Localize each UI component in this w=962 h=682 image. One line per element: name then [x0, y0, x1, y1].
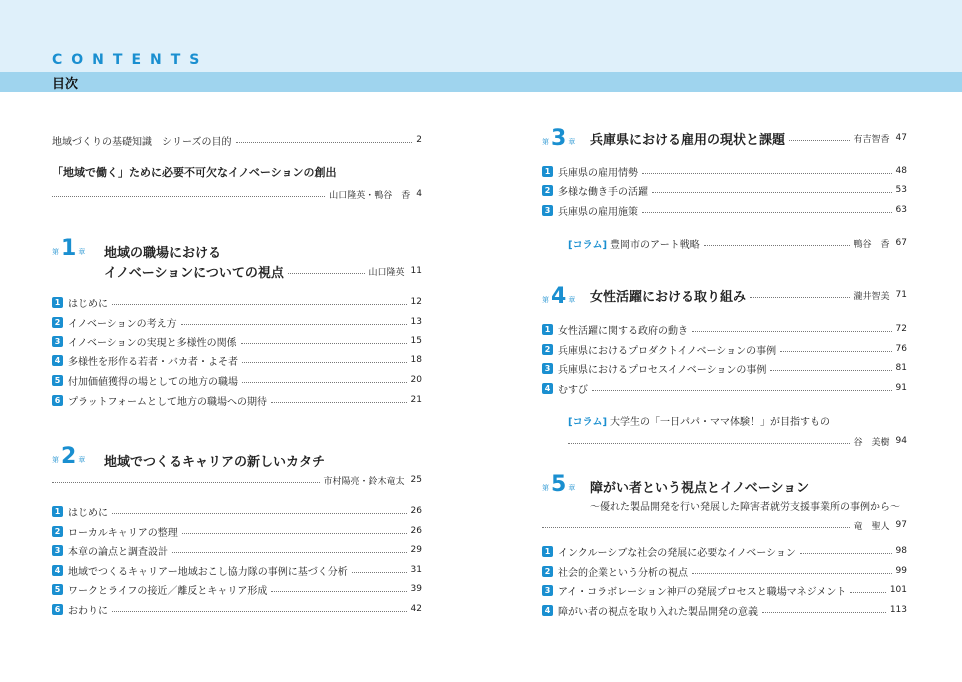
leader-dots — [241, 343, 407, 344]
section-title: ワークとライフの接近／離反とキャリア形成 — [68, 585, 268, 597]
chapter-4-badge — [542, 286, 575, 308]
toc-entry-intro-2-author — [52, 187, 422, 201]
chapter-5-author-line — [542, 518, 907, 532]
leader-dots — [112, 611, 407, 612]
toc-section[interactable] — [542, 203, 907, 217]
section-number: 6 — [52, 604, 63, 615]
leader-dots — [542, 527, 850, 528]
chapter-1-title-line1[interactable]: 地域の職場における — [104, 246, 222, 261]
section-number: 1 — [542, 166, 553, 177]
leader-dots — [750, 297, 850, 298]
leader-dots — [652, 192, 892, 193]
section-title: ローカルキャリアの整理 — [68, 527, 178, 539]
page-number: 76 — [895, 344, 907, 354]
toc-section[interactable] — [542, 583, 907, 597]
chapter-number: 4 — [551, 284, 567, 309]
chapter-subtitle: ～優れた製品開発を行い発展した障害者就労支援事業所の事例から～ — [590, 501, 900, 513]
toc-section[interactable] — [52, 373, 422, 387]
toc-section[interactable] — [542, 342, 907, 356]
section-number: 1 — [52, 297, 63, 308]
leader-dots — [642, 212, 892, 213]
section-number: 3 — [542, 585, 553, 596]
page-number: 39 — [410, 584, 422, 594]
page-number: 99 — [895, 566, 907, 576]
toc-section[interactable] — [542, 564, 907, 578]
section-title: インクルーシブな社会の発展に必要なイノベーション — [558, 547, 796, 559]
section-number: 3 — [542, 205, 553, 216]
chapter-2-title[interactable]: 地域でつくるキャリアの新しいカタチ — [104, 455, 326, 470]
chapter-prefix: 第 — [52, 456, 59, 464]
chapter-number: 1 — [61, 236, 77, 261]
toc-section[interactable] — [542, 322, 907, 336]
page-number: 15 — [410, 336, 422, 346]
chapter-suffix: 章 — [568, 138, 576, 146]
leader-dots — [352, 572, 407, 573]
page-number: 2 — [416, 135, 422, 145]
toc-section[interactable] — [542, 544, 907, 558]
entry-title: 女性活躍における取り組み — [590, 289, 747, 305]
page-number: 91 — [895, 383, 907, 393]
leader-dots — [780, 351, 891, 352]
author: 市村陽亮・鈴木竜太 — [323, 476, 405, 487]
chapter-number: 3 — [551, 126, 567, 151]
section-title: アイ・コラボレーション神戸の発展プロセスと職場マネジメント — [558, 586, 847, 598]
leader-dots — [242, 362, 407, 363]
leader-dots — [182, 533, 407, 534]
section-title: はじめに — [68, 298, 108, 310]
toc-section[interactable] — [52, 315, 422, 329]
section-number: 4 — [52, 355, 63, 366]
chapter-5-subtitle — [590, 498, 907, 512]
mokuji-heading: 目次 — [52, 77, 79, 92]
author: 有吉智香 — [853, 134, 890, 145]
leader-dots — [692, 573, 892, 574]
leader-dots — [800, 553, 892, 554]
toc-section[interactable] — [542, 361, 907, 375]
section-title: 兵庫県の雇用情勢 — [558, 167, 638, 179]
section-number: 1 — [52, 506, 63, 517]
section-number: 3 — [52, 545, 63, 556]
section-title: 社会的企業という分析の視点 — [558, 567, 688, 579]
author: 瀧井智美 — [853, 291, 890, 302]
page-number: 98 — [895, 546, 907, 556]
section-title: 兵庫県におけるプロセスイノベーションの事例 — [558, 364, 767, 376]
toc-section[interactable] — [52, 334, 422, 348]
page-number: 48 — [895, 166, 907, 176]
page-number: 67 — [895, 238, 907, 248]
page-number: 101 — [889, 585, 907, 595]
toc-section[interactable] — [542, 603, 907, 617]
chapter-5-title[interactable]: 障がい者という視点とイノベーション — [590, 481, 810, 496]
chapter-3-badge — [542, 128, 575, 150]
page-number: 12 — [410, 297, 422, 307]
section-title: 兵庫県の雇用施策 — [558, 206, 638, 218]
chapter-prefix: 第 — [542, 138, 549, 146]
page-number: 94 — [895, 436, 907, 446]
entry-title: イノベーションについての視点 — [104, 265, 284, 281]
chapter-1-badge — [52, 238, 85, 260]
chapter-prefix: 第 — [542, 484, 549, 492]
toc-section[interactable] — [52, 543, 422, 557]
page-number: 31 — [410, 565, 422, 575]
section-number: 1 — [542, 324, 553, 335]
chapter-suffix: 章 — [78, 248, 86, 256]
leader-dots — [850, 592, 885, 593]
chapter-4-title-line[interactable] — [590, 288, 907, 305]
toc-entry-intro-1[interactable] — [52, 133, 422, 147]
page-number: 53 — [895, 185, 907, 195]
section-number: 5 — [52, 375, 63, 386]
chapter-5-badge — [542, 474, 575, 496]
page-number: 72 — [895, 324, 907, 334]
leader-dots — [770, 370, 891, 371]
toc-entry-intro-2[interactable] — [52, 165, 422, 179]
section-title: 付加価値獲得の場としての地方の職場 — [68, 376, 238, 388]
toc-section[interactable] — [52, 504, 422, 518]
page-number: 81 — [895, 363, 907, 373]
page-number: 4 — [416, 189, 422, 199]
section-number: 6 — [52, 395, 63, 406]
column-title: 豊岡市のアート戦略 — [610, 239, 700, 251]
column-entry-2[interactable] — [568, 413, 907, 427]
section-title: イノベーションの実現と多様性の関係 — [68, 337, 237, 349]
page-number: 26 — [410, 526, 422, 536]
page-number: 11 — [410, 266, 422, 276]
page-number: 13 — [410, 317, 422, 327]
author: 鴨谷 香 — [853, 239, 890, 250]
leader-dots — [112, 513, 407, 514]
section-number: 2 — [542, 566, 553, 577]
toc-section[interactable] — [542, 183, 907, 197]
section-title: 障がい者の視点を取り入れた製品開発の意義 — [558, 606, 758, 618]
section-number: 2 — [542, 344, 553, 355]
chapter-prefix: 第 — [52, 248, 59, 256]
chapter-2-author-line — [52, 473, 422, 487]
page-number: 42 — [410, 604, 422, 614]
page-number: 63 — [895, 205, 907, 215]
page-number: 18 — [410, 355, 422, 365]
section-title: 地域でつくるキャリアー地域おこし協力隊の事例に基づく分析 — [68, 566, 348, 578]
chapter-number: 2 — [61, 444, 77, 469]
chapter-number: 5 — [551, 472, 567, 497]
leader-dots — [242, 382, 407, 383]
column-label: [コラム] — [568, 239, 608, 251]
author: 山口隆英 — [368, 267, 405, 278]
entry-title: 地域づくりの基礎知識 シリーズの目的 — [52, 136, 232, 148]
toc-section[interactable] — [52, 524, 422, 538]
column-entry-1[interactable] — [568, 236, 907, 250]
section-number: 2 — [52, 317, 63, 328]
page-number: 47 — [895, 133, 907, 143]
page-number: 29 — [410, 545, 422, 555]
leader-dots — [112, 304, 407, 305]
author: 山口隆英・鴨谷 香 — [329, 190, 411, 201]
page-number: 25 — [410, 475, 422, 485]
section-title: 本章の論点と調査設計 — [68, 546, 168, 558]
toc-section[interactable] — [52, 582, 422, 596]
toc-section[interactable] — [52, 353, 422, 367]
chapter-suffix: 章 — [78, 456, 86, 464]
leader-dots — [592, 390, 892, 391]
section-title: 多様な働き手の活躍 — [558, 186, 648, 198]
page-number: 20 — [410, 375, 422, 385]
section-number: 2 — [542, 185, 553, 196]
page-number: 113 — [889, 605, 907, 615]
author: 竜 聖人 — [853, 521, 890, 532]
section-number: 4 — [542, 383, 553, 394]
leader-dots — [692, 331, 892, 332]
leader-dots — [762, 612, 886, 613]
entry-title: 兵庫県における雇用の現状と課題 — [590, 132, 786, 148]
section-number: 5 — [52, 584, 63, 595]
page-number: 26 — [410, 506, 422, 516]
toc-section[interactable] — [52, 563, 422, 577]
chapter-prefix: 第 — [542, 296, 549, 304]
section-number: 3 — [542, 363, 553, 374]
section-number: 4 — [52, 565, 63, 576]
toc-section[interactable] — [542, 164, 907, 178]
toc-section[interactable] — [52, 295, 422, 309]
column-entry-2-author — [568, 434, 907, 448]
leader-dots — [52, 482, 320, 483]
title-bar — [0, 72, 962, 92]
section-title: プラットフォームとして地方の職場への期待 — [68, 396, 267, 408]
leader-dots — [172, 552, 407, 553]
chapter-1-title-line2[interactable] — [104, 264, 422, 281]
section-title: 女性活躍に関する政府の動き — [558, 325, 688, 337]
leader-dots — [271, 402, 407, 403]
section-title: 兵庫県におけるプロダクトイノベーションの事例 — [558, 345, 777, 357]
chapter-2-badge — [52, 446, 85, 468]
contents-heading: CONTENTS — [52, 52, 209, 68]
entry-title: 「地域で働く」ために必要不可欠なイノベーションの創出 — [52, 166, 337, 179]
leader-dots — [704, 245, 850, 246]
section-number: 2 — [52, 526, 63, 537]
toc-section[interactable] — [52, 602, 422, 616]
section-number: 4 — [542, 605, 553, 616]
chapter-suffix: 章 — [568, 484, 576, 492]
page-number: 71 — [895, 290, 907, 300]
column-label: [コラム] — [568, 416, 608, 428]
section-number: 1 — [542, 546, 553, 557]
leader-dots — [288, 273, 365, 274]
section-title: はじめに — [68, 507, 108, 519]
leader-dots — [181, 324, 407, 325]
chapter-suffix: 章 — [568, 296, 576, 304]
section-title: イノベーションの考え方 — [68, 318, 177, 330]
toc-section[interactable] — [52, 393, 422, 407]
section-title: むすび — [558, 384, 588, 396]
leader-dots — [271, 591, 406, 592]
chapter-3-title-line[interactable] — [590, 131, 907, 148]
leader-dots — [568, 443, 850, 444]
leader-dots — [52, 196, 325, 197]
leader-dots — [236, 142, 413, 143]
author: 谷 美樹 — [853, 437, 890, 448]
section-title: 多様性を形作る若者・バカ者・よそ者 — [68, 356, 238, 368]
section-title: おわりに — [68, 605, 108, 617]
column-title: 大学生の「一日パパ・ママ体験！」が目指すもの — [610, 416, 831, 428]
leader-dots — [789, 140, 850, 141]
section-number: 3 — [52, 336, 63, 347]
leader-dots — [642, 173, 892, 174]
page-number: 21 — [410, 395, 422, 405]
toc-section[interactable] — [542, 381, 907, 395]
page-number: 97 — [895, 520, 907, 530]
